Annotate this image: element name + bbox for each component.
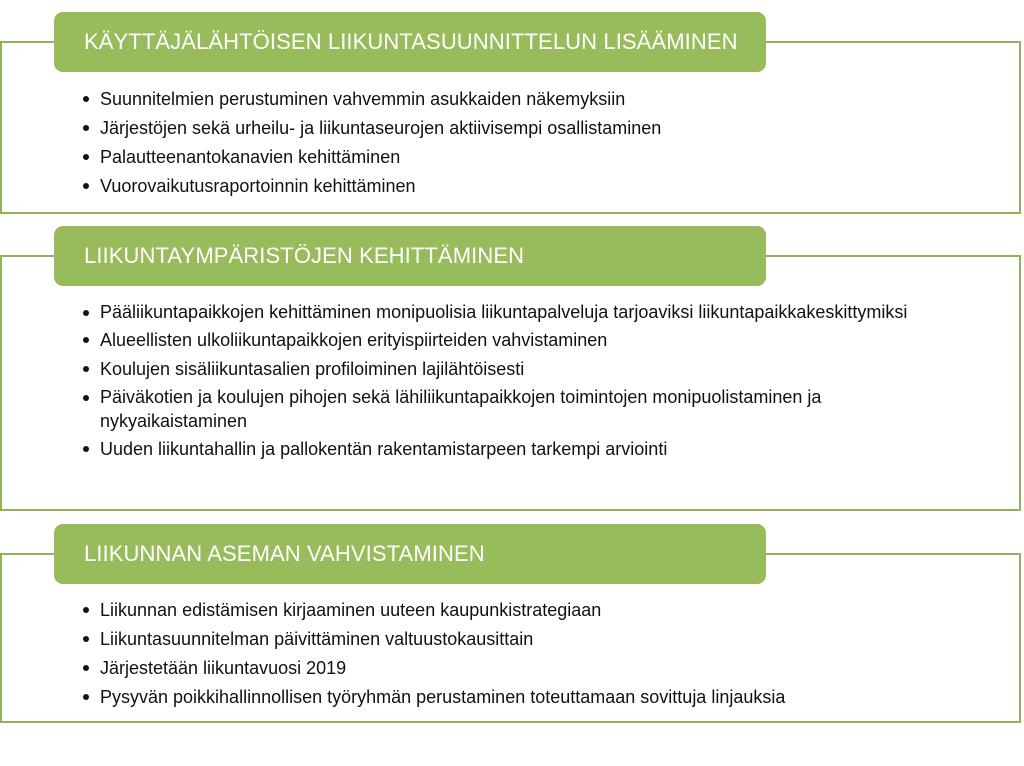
section-2-list bbox=[80, 300, 940, 465]
list-item: Järjestöjen sekä urheilu- ja liikuntaseurojen aktiivisempi osallistaminen bbox=[80, 115, 940, 141]
section-1-header: KÄYTTÄJÄLÄHTÖISEN LIIKUNTASUUNNITTELUN LISÄÄMINEN bbox=[54, 12, 766, 72]
list-item: Palautteenantokanavien kehittäminen bbox=[80, 144, 940, 170]
section-3-header: LIIKUNNAN ASEMAN VAHVISTAMINEN bbox=[54, 524, 766, 584]
list-item: Suunnitelmien perustuminen vahvemmin asukkaiden näkemyksiin bbox=[80, 86, 940, 112]
list-item: Pysyvän poikkihallinnollisen työryhmän perustaminen toteuttamaan sovittuja linjauksia bbox=[80, 684, 940, 710]
list-item: Liikuntasuunnitelman päivittäminen valtuustokausittain bbox=[80, 626, 940, 652]
list-item: Vuorovaikutusraportoinnin kehittäminen bbox=[80, 173, 940, 199]
list-item: Koulujen sisäliikuntasalien profiloiminen lajilähtöisesti bbox=[80, 356, 940, 382]
list-item: Päiväkotien ja koulujen pihojen sekä lähiliikuntapaikkojen toimintojen monipuolistaminen ja nykyaikaistaminen bbox=[80, 385, 940, 433]
section-3-list bbox=[80, 597, 940, 713]
list-item: Liikunnan edistämisen kirjaaminen uuteen kaupunkistrategiaan bbox=[80, 597, 940, 623]
list-item: Uuden liikuntahallin ja pallokentän rakentamistarpeen tarkempi arviointi bbox=[80, 436, 940, 462]
list-item: Pääliikuntapaikkojen kehittäminen monipuolisia liikuntapalveluja tarjoaviksi liikuntapaikkakeskittymiksi bbox=[80, 300, 940, 324]
list-item: Järjestetään liikuntavuosi 2019 bbox=[80, 655, 940, 681]
section-1-list bbox=[80, 86, 940, 202]
section-2-header: LIIKUNTAYMPÄRISTÖJEN KEHITTÄMINEN bbox=[54, 226, 766, 286]
list-item: Alueellisten ulkoliikuntapaikkojen erityispiirteiden vahvistaminen bbox=[80, 327, 940, 353]
